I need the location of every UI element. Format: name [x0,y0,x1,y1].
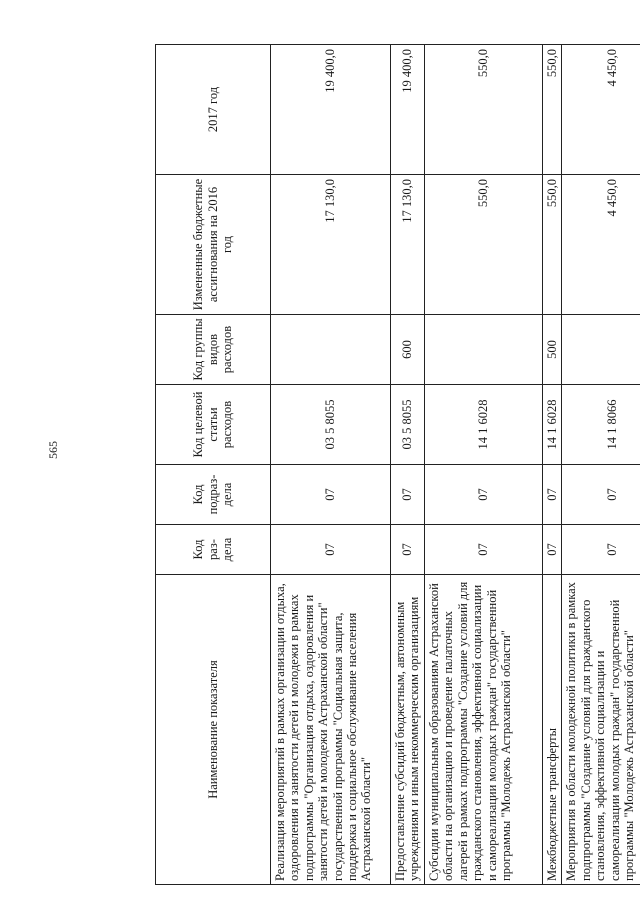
cell-name: Субсидии муниципальным образованиям Астраханской области на организацию и проведение палаточных лагерей в рамках подпрограммы "Создание условий для гражданского становления, эффективной социализации и самореализации молодых граждан" государственной программы "Молодежь Астраханской области" [425,575,543,885]
cell-podrazdel: 07 [425,465,543,525]
cell-2017: 550,0 [543,45,562,175]
cell-razdel: 07 [562,525,640,575]
cell-celevaya: 14 1 6028 [543,385,562,465]
cell-name: Предоставление субсидий бюджетным, автономным учреждениям и иным некоммерческим организациям [391,575,425,885]
header-podrazdel: Код подраз-дела [156,465,271,525]
cell-gruppa: 500 [543,315,562,385]
cell-podrazdel: 07 [271,465,391,525]
header-2016: Измененные бюджетные ассигнования на 2016 год [156,175,271,315]
table-row [271,45,391,885]
table-row [562,45,640,885]
cell-gruppa [271,315,391,385]
header-gruppa: Код группы видов расходов [156,315,271,385]
cell-gruppa: 600 [391,315,425,385]
cell-2016: 4 450,0 [562,175,640,315]
cell-2017: 19 400,0 [391,45,425,175]
cell-celevaya: 03 5 8055 [391,385,425,465]
cell-podrazdel: 07 [391,465,425,525]
cell-2016: 550,0 [543,175,562,315]
cell-2016: 550,0 [425,175,543,315]
cell-razdel: 07 [543,525,562,575]
cell-name: Реализация мероприятий в рамках организации отдыха, оздоровления и занятости детей и молодежи в рамках подпрограммы "Организация отдыха, оздоровления и занятости детей и молодежи Астраханской области" государственной программы "Социальная защита, поддержка и социальное обслуживание населения Астраханской области" [271,575,391,885]
header-celevaya: Код целевой статьи расходов [156,385,271,465]
cell-name: Межбюджетные трансферты [543,575,562,885]
cell-razdel: 07 [271,525,391,575]
header-2017: 2017 год [156,45,271,175]
cell-2017: 550,0 [425,45,543,175]
cell-2016: 17 130,0 [271,175,391,315]
cell-name: Мероприятия в области молодежной политики в рамках подпрограммы "Создание условий для гражданского становления, эффективной социализации и самореализации молодых граждан" государственной программы "Молодежь Астраханской области" [562,575,640,885]
cell-celevaya: 14 1 6028 [425,385,543,465]
header-razdel: Код раз-дела [156,525,271,575]
cell-2017: 19 400,0 [271,45,391,175]
cell-gruppa [425,315,543,385]
cell-gruppa [562,315,640,385]
cell-2017: 4 450,0 [562,45,640,175]
cell-podrazdel: 07 [562,465,640,525]
header-name: Наименование показателя [156,575,271,885]
cell-celevaya: 03 5 8055 [271,385,391,465]
cell-razdel: 07 [391,525,425,575]
cell-celevaya: 14 1 8066 [562,385,640,465]
cell-2016: 17 130,0 [391,175,425,315]
budget-table-rotated [155,45,636,885]
table-row [543,45,562,885]
budget-table [155,44,640,885]
table-row [425,45,543,885]
cell-podrazdel: 07 [543,465,562,525]
cell-razdel: 07 [425,525,543,575]
table-row [391,45,425,885]
table-header-row [156,45,271,885]
page-number: 565 [46,441,60,459]
